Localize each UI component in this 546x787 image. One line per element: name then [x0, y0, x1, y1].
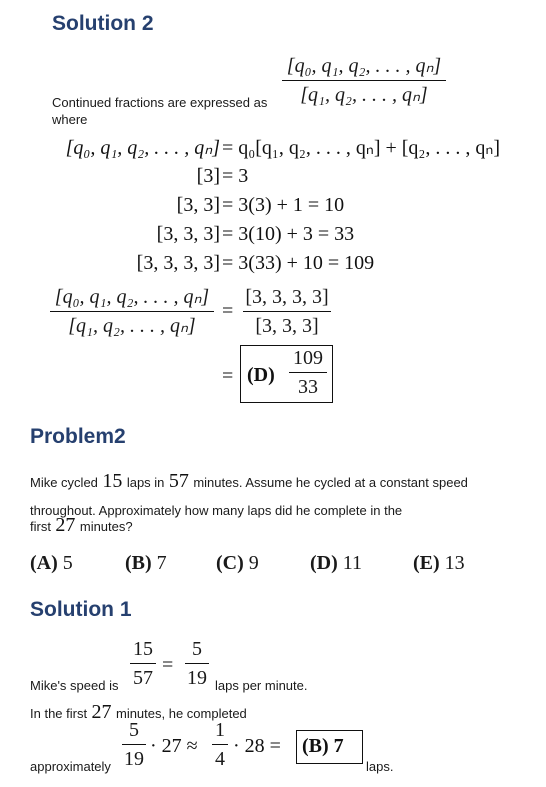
intro-fraction [282, 54, 446, 107]
eq5-lhs: [3, 3, 3, 3] [136, 252, 220, 274]
eq5-rhs: = 3(33) + 10 = 109 [222, 252, 375, 274]
eq6-left-fraction [50, 285, 214, 338]
intro-fraction-denominator: [q₁, q₂, . . . , qₙ] [300, 84, 428, 106]
speed-fraction-1 [130, 637, 156, 690]
answer-label-d: (D) [247, 364, 275, 386]
fraction-bar [50, 311, 214, 312]
speed-f2-denominator: 19 [187, 667, 207, 689]
problem-text-d: first [30, 519, 51, 534]
eq7-equals: = [222, 365, 234, 387]
calc-f1-numerator: 5 [129, 719, 139, 741]
per-minute-text: laps per minute. [215, 678, 308, 693]
first-text: In the first [30, 706, 88, 721]
choice-e: (E) 13 [413, 552, 465, 574]
calc-fraction-2 [212, 718, 228, 771]
speed-f1-denominator: 57 [133, 667, 153, 689]
solution-first-number: 27 [91, 701, 112, 723]
answer-denominator: 33 [298, 376, 318, 398]
calc-f2-numerator: 1 [215, 719, 225, 741]
eq2-lhs: [3] [196, 165, 220, 187]
laps-text: laps. [366, 759, 394, 774]
problem2-line3 [30, 514, 133, 537]
speed-fraction-2 [185, 637, 209, 690]
calc-f1-denominator: 19 [124, 748, 144, 770]
calc-f2-denominator: 4 [215, 748, 225, 770]
problem-text-e: minutes? [79, 519, 133, 534]
choice-c: (C) 9 [216, 552, 259, 574]
problem2-line2: throughout. Approximately how many laps did he complete in the [30, 503, 403, 518]
speed-text: Mike's speed is [30, 678, 119, 693]
intro-fraction-numerator: [q₀, q₁, q₂, . . . , qₙ] [286, 55, 442, 77]
answer-numerator: 109 [293, 347, 323, 369]
eq6-left-numerator: [q₀, q₁, q₂, . . . , qₙ] [54, 286, 210, 308]
fraction-bar [130, 663, 156, 664]
fraction-bar [282, 80, 446, 81]
problem2-heading: Problem2 [30, 425, 126, 448]
answer-b: (B) 7 [302, 735, 344, 757]
choice-d: (D) 11 [310, 552, 363, 574]
eq6-right-numerator: [3, 3, 3, 3] [245, 286, 329, 308]
first-minutes-number: 27 [55, 514, 76, 536]
fraction-bar [122, 744, 146, 745]
problem-text-b: laps in [126, 475, 165, 490]
eq1-lhs: [q₀, q₁, q₂, . . . , qₙ] [65, 137, 220, 159]
fraction-bar [243, 311, 331, 312]
calc-fraction-1 [122, 718, 146, 771]
eq4-lhs: [3, 3, 3] [156, 223, 220, 245]
choice-a: (A) 5 [30, 552, 73, 574]
times-27: · 27 ≈ [150, 735, 198, 757]
speed-equals: = [162, 654, 174, 676]
fraction-bar [212, 744, 228, 745]
eq3-rhs: = 3(3) + 1 = 10 [222, 194, 345, 216]
answer-fraction [289, 346, 327, 399]
approximately-text: approximately [30, 759, 111, 774]
fraction-bar [289, 372, 327, 373]
eq4-rhs: = 3(10) + 3 = 33 [222, 223, 355, 245]
eq6-right-denominator: [3, 3, 3] [255, 315, 319, 337]
speed-f1-numerator: 15 [133, 638, 153, 660]
solution2-heading: Solution 2 [52, 12, 154, 35]
fraction-bar [185, 663, 209, 664]
completed-text: minutes, he completed [115, 706, 247, 721]
speed-f2-numerator: 5 [192, 638, 202, 660]
problem2-line1 [30, 470, 468, 493]
eq3-lhs: [3, 3] [176, 194, 220, 216]
eq1-rhs: = q₀[q₁, q₂, . . . , qₙ] + [q₂, . . . , qₙ] [222, 137, 501, 159]
times-28: · 28 = [233, 735, 281, 757]
laps-number: 15 [102, 470, 123, 492]
eq2-rhs: = 3 [222, 165, 249, 187]
solution1-heading: Solution 1 [30, 598, 132, 621]
eq6-equals: = [222, 300, 234, 322]
problem-text-a: Mike cycled [30, 475, 98, 490]
continued-fraction-intro: Continued fractions are expressed as [52, 95, 268, 110]
where-text: where [52, 112, 88, 127]
eq6-right-fraction [243, 285, 331, 338]
eq6-left-denominator: [q₁, q₂, . . . , qₙ] [68, 315, 196, 337]
problem-text-c: minutes. Assume he cycled at a constant speed [193, 475, 468, 490]
choice-b: (B) 7 [125, 552, 167, 574]
minutes-number: 57 [168, 470, 189, 492]
